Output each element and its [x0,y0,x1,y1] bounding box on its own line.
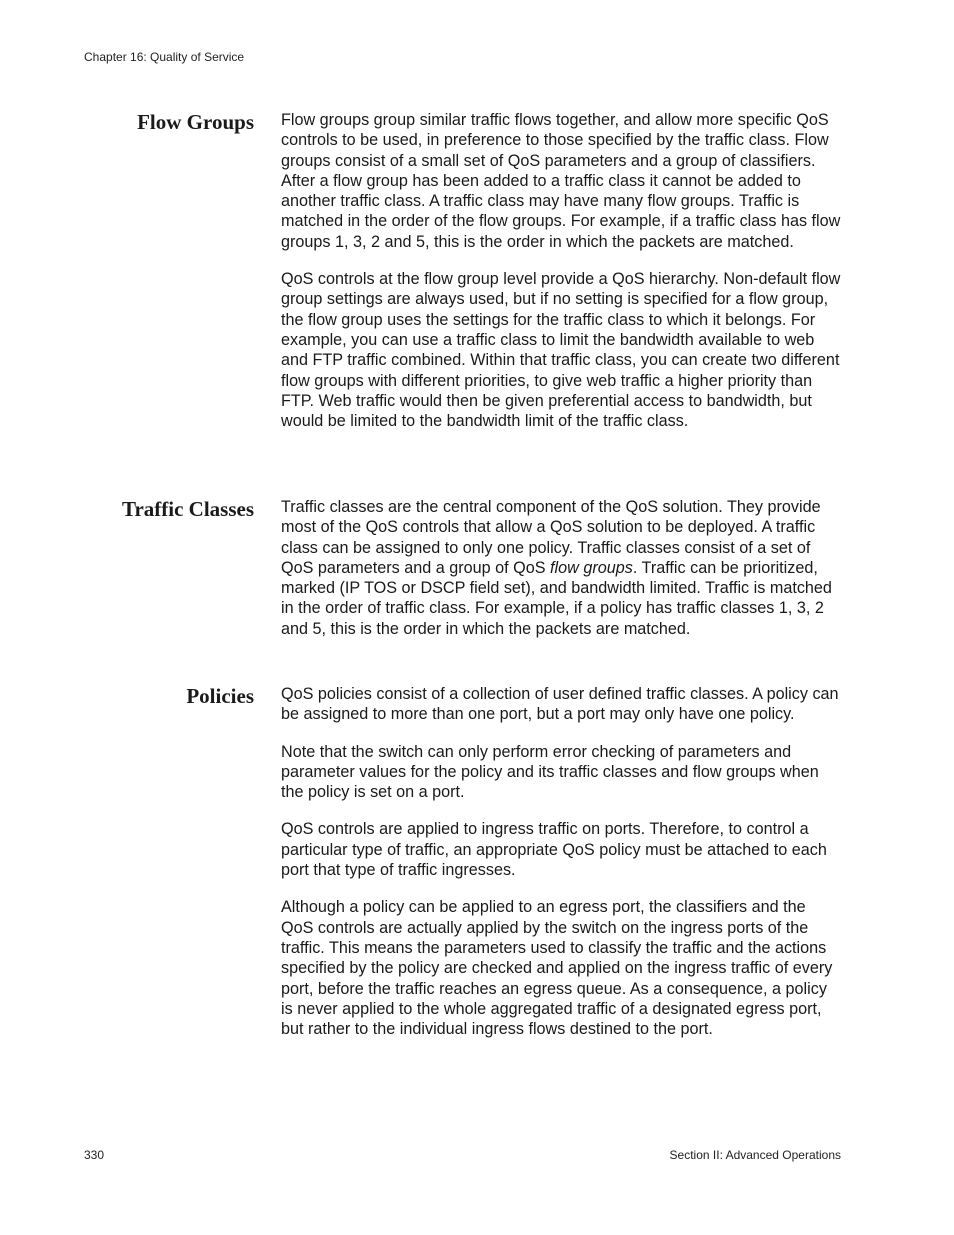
paragraph [281,497,841,639]
running-header: Chapter 16: Quality of Service [84,50,245,64]
section-body-flow-groups [281,110,841,431]
section-body-policies [281,684,841,1039]
section-heading-traffic-classes: Traffic Classes [122,497,254,521]
paragraph: Although a policy can be applied to an egress port, the classifiers and the QoS controls are actually applied by the switch on the ingress ports of the traffic. This means the parameters used to classify the traffic and the actions specified by the policy are checked and applied on the ingress traffic of every port, before the traffic reaches an egress queue. As a consequence, a policy is never applied to the whole aggregated traffic of a designated egress port, but rather to the individual ingress flows destined to the port. [281,898,833,1039]
paragraph: QoS controls at the flow group level provide a QoS hierarchy. Non-default flow group settings are always used, but if no setting is specified for a flow group, the flow group uses the settings for the traffic class to which it belongs. For example, you can use a traffic class to limit the bandwidth available to web and FTP traffic combined. Within that traffic class, you can create two different flow groups with different priorities, to give web traffic a higher priority than FTP. Web traffic would then be given preferential access to bandwidth, but would be limited to the bandwidth limit of the traffic class. [281,270,841,431]
text-run: . Traffic can be prioritized, marked (IP TOS or DSCP field set), and bandwidth limited. Traffic is matched in the order of traffic class. For example, if a policy has traffic classes 1, 3, 2 and 5, this is the order in which the packets are matched. [281,558,832,638]
footer-section-title: Section II: Advanced Operations [669,1148,841,1162]
paragraph: Note that the switch can only perform error checking of parameters and parameter values for the policy and its traffic classes and flow groups when the policy is set on a port. [281,742,819,802]
text-run: Traffic classes are the central component of the QoS solution. They provide most of the QoS controls that allow a QoS solution to be deployed. A traffic class can be assigned to only one policy. Traffic classes consist of a set of QoS parameters and a group of QoS [281,498,821,577]
section-heading-policies: Policies [186,684,254,708]
paragraph: QoS controls are applied to ingress traffic on ports. Therefore, to control a particular type of traffic, an appropriate QoS policy must be attached to each port that type of traffic ingresses. [281,820,827,880]
page-number: 330 [84,1148,105,1162]
paragraph: QoS policies consist of a collection of user defined traffic classes. A policy can be assigned to more than one port, but a port may only have one policy. [281,685,839,724]
emphasis-text: flow groups [550,558,633,577]
paragraph: Flow groups group similar traffic flows together, and allow more specific QoS controls to be used, in preference to those specified by the traffic class. Flow groups consist of a small set of QoS parameters and a group of classifiers. After a flow group has been added to a traffic class it cannot be added to another traffic class. A traffic class may have many flow groups. Traffic is matched in the order of the flow groups. For example, if a traffic class has flow groups 1, 3, 2 and 5, this is the order in which the packets are matched. [281,111,841,251]
section-heading-flow-groups: Flow Groups [137,110,254,134]
section-body-traffic-classes [281,497,841,639]
